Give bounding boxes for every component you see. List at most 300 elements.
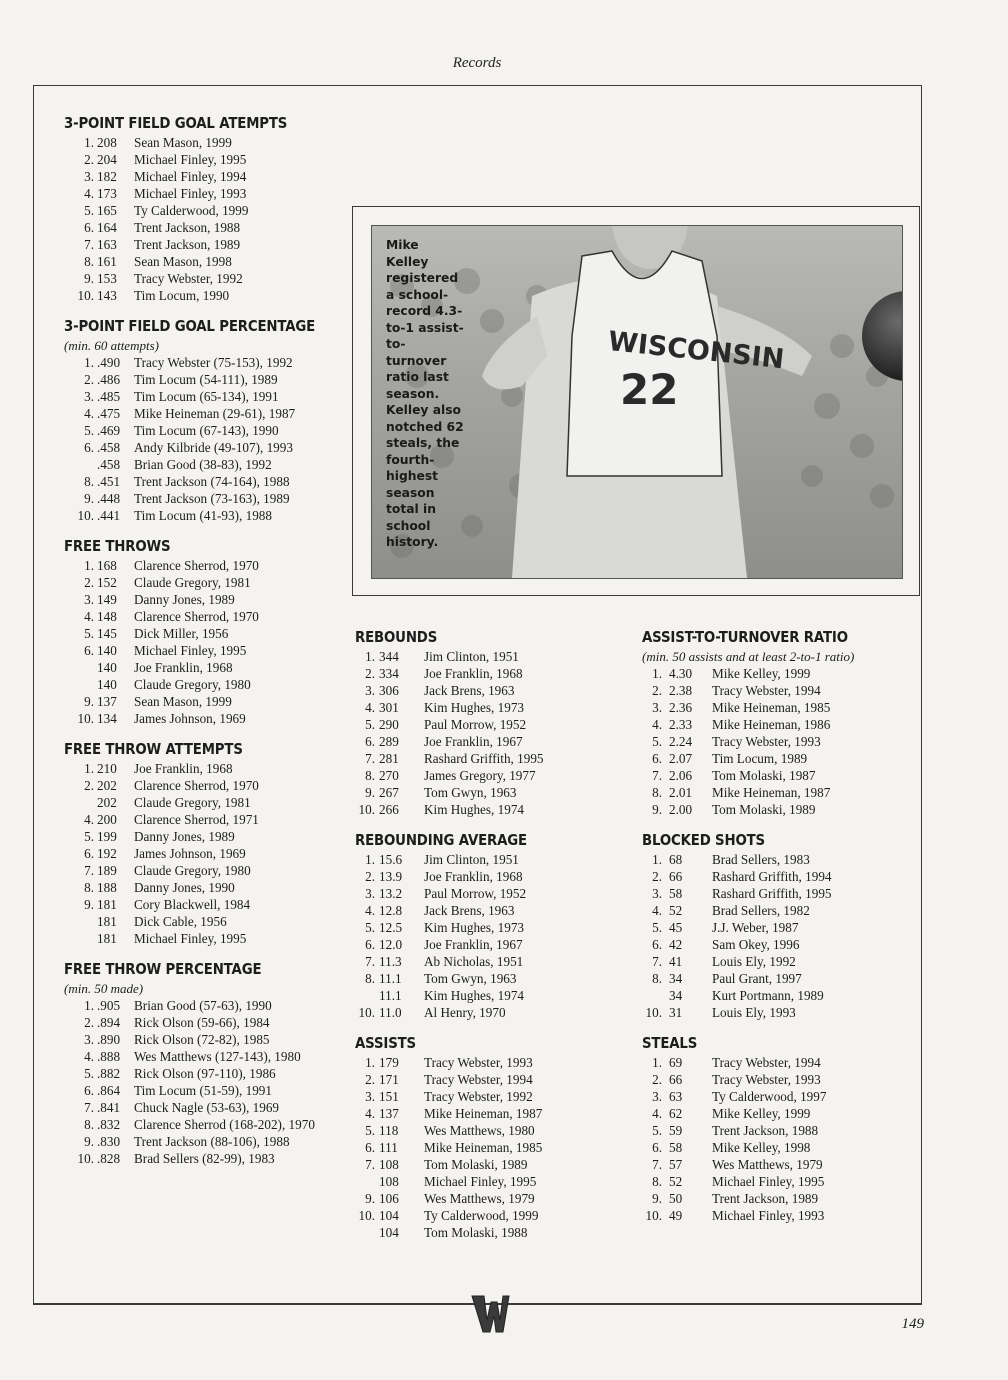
record-row [355, 953, 625, 970]
record-rank: 2. [652, 683, 662, 698]
record-holder: Chuck Nagle (53-63), 1969 [134, 1100, 280, 1115]
record-rank: 2. [365, 869, 375, 884]
record-rank: 10. [77, 711, 94, 726]
record-section-assists [355, 1033, 625, 1241]
record-holder: Dick Miller, 1956 [134, 626, 229, 641]
record-row [64, 1014, 344, 1031]
record-row [64, 168, 344, 185]
record-row [642, 953, 912, 970]
section-title: ASSISTS [355, 1034, 416, 1052]
record-row [355, 682, 625, 699]
record-rank: 2. [365, 1072, 375, 1087]
record-rank: 7. [84, 1100, 94, 1115]
record-rank: 3. [652, 700, 662, 715]
record-holder: Tom Gwyn, 1963 [424, 971, 517, 986]
record-row [642, 750, 912, 767]
record-value: 153 [97, 271, 117, 286]
record-holder: Sean Mason, 1998 [134, 254, 232, 269]
record-holder: Claude Gregory, 1980 [134, 677, 251, 692]
record-row [642, 1173, 912, 1190]
photo-caption: Mike Kelley registered a school-record 4.3-to-1 assist-to-turnover ratio last season. Kelley also notched 62 steals, the fourth-highest season total in school history. [386, 238, 464, 549]
record-holder: Clarence Sherrod, 1971 [134, 812, 259, 827]
record-rank: 4. [365, 700, 375, 715]
motion-w-logo-icon [470, 1292, 510, 1336]
record-rank: 4. [652, 1106, 662, 1121]
record-value: 58 [669, 886, 683, 901]
record-holder: Kim Hughes, 1974 [424, 988, 525, 1003]
record-row [64, 388, 344, 405]
record-holder: Joe Franklin, 1967 [424, 937, 523, 952]
record-value: .451 [97, 474, 121, 489]
record-row [64, 151, 344, 168]
record-holder: Tim Locum (54-111), 1989 [134, 372, 278, 387]
page-number: 149 [901, 1316, 924, 1332]
record-holder: Brad Sellers, 1983 [712, 852, 810, 867]
record-rank: 6. [652, 751, 662, 766]
record-row [355, 665, 625, 682]
record-rank: 8. [652, 785, 662, 800]
record-value: 34 [669, 971, 683, 986]
record-row [642, 1004, 912, 1021]
record-row [355, 885, 625, 902]
record-holder: Tracy Webster, 1992 [134, 271, 243, 286]
record-section-steals [642, 1033, 912, 1224]
record-rank: 3. [365, 1089, 375, 1104]
record-row [64, 1082, 344, 1099]
record-rank: 8. [84, 1117, 94, 1132]
record-row [64, 997, 344, 1014]
record-rank: 7. [365, 954, 375, 969]
record-rank: 9. [365, 785, 375, 800]
record-row [642, 733, 912, 750]
record-rank: 2. [365, 666, 375, 681]
record-value: 2.06 [669, 768, 693, 783]
record-holder: Wes Matthews, 1979 [712, 1157, 823, 1172]
record-holder: Rashard Griffith, 1994 [712, 869, 832, 884]
record-holder: Tim Locum (51-59), 1991 [134, 1083, 272, 1098]
record-rank: 2. [84, 575, 94, 590]
record-holder: Tim Locum (67-143), 1990 [134, 423, 279, 438]
record-row [355, 1088, 625, 1105]
record-row [355, 868, 625, 885]
record-value: 208 [97, 135, 117, 150]
record-row [64, 845, 344, 862]
record-rank: 8. [365, 971, 375, 986]
record-holder: Clarence Sherrod, 1970 [134, 778, 259, 793]
record-row [642, 665, 912, 682]
record-value: 111 [379, 1140, 398, 1155]
record-row [64, 439, 344, 456]
record-rank: 6. [365, 734, 375, 749]
record-value: 200 [97, 812, 117, 827]
record-holder: Michael Finley, 1995 [712, 1174, 825, 1189]
record-row [642, 919, 912, 936]
record-row [64, 930, 344, 947]
record-holder: Mike Kelley, 1999 [712, 1106, 811, 1121]
record-value: 306 [379, 683, 399, 698]
record-value: .841 [97, 1100, 121, 1115]
record-value: .485 [97, 389, 121, 404]
record-value: .458 [97, 440, 121, 455]
record-rank: 3. [84, 592, 94, 607]
record-holder: Mike Heineman, 1985 [424, 1140, 543, 1155]
record-rank: 5. [84, 203, 94, 218]
record-value: 301 [379, 700, 399, 715]
record-holder: Joe Franklin, 1968 [424, 666, 523, 681]
record-value: 137 [97, 694, 117, 709]
record-holder: Louis Ely, 1992 [712, 954, 796, 969]
record-rank: 10. [77, 1151, 94, 1166]
record-rank: 6. [652, 937, 662, 952]
record-row [355, 1207, 625, 1224]
record-row [64, 354, 344, 371]
record-rank: 4. [84, 609, 94, 624]
record-row [355, 716, 625, 733]
section-title: BLOCKED SHOTS [642, 831, 765, 849]
record-value: 66 [669, 1072, 683, 1087]
record-row [355, 919, 625, 936]
record-row [355, 936, 625, 953]
record-holder: Danny Jones, 1989 [134, 829, 235, 844]
record-row [64, 642, 344, 659]
record-value: 63 [669, 1089, 683, 1104]
record-value: 168 [97, 558, 117, 573]
record-value: 182 [97, 169, 117, 184]
record-holder: Tracy Webster, 1994 [424, 1072, 533, 1087]
record-row [642, 1156, 912, 1173]
record-rank: 1. [84, 761, 94, 776]
record-holder: Tom Molaski, 1987 [712, 768, 816, 783]
record-value: 165 [97, 203, 117, 218]
record-row [642, 851, 912, 868]
record-holder: James Johnson, 1969 [134, 711, 246, 726]
record-value: 281 [379, 751, 399, 766]
record-holder: Mike Heineman, 1987 [424, 1106, 543, 1121]
record-row [642, 1122, 912, 1139]
record-holder: Clarence Sherrod, 1970 [134, 609, 259, 624]
record-holder: Wes Matthews (127-143), 1980 [134, 1049, 301, 1064]
record-value: 12.0 [379, 937, 403, 952]
record-row [64, 811, 344, 828]
record-rank: 7. [652, 1157, 662, 1172]
record-holder: Tom Molaski, 1988 [424, 1225, 528, 1240]
record-holder: Tracy Webster (75-153), 1992 [134, 355, 293, 370]
record-holder: Mike Heineman, 1985 [712, 700, 831, 715]
record-row [355, 970, 625, 987]
record-rank: 7. [84, 237, 94, 252]
record-row [64, 185, 344, 202]
record-row [642, 987, 912, 1004]
record-rank: 6. [365, 937, 375, 952]
record-rank: 4. [84, 1049, 94, 1064]
record-rank: 4. [84, 406, 94, 421]
record-value: 181 [97, 914, 117, 929]
record-row [355, 1224, 625, 1241]
record-holder: Joe Franklin, 1967 [424, 734, 523, 749]
record-rank: 5. [652, 1123, 662, 1138]
record-rank: 5. [84, 829, 94, 844]
record-rank: 9. [84, 271, 94, 286]
record-holder: Michael Finley, 1995 [424, 1174, 537, 1189]
record-value: 2.07 [669, 751, 693, 766]
record-holder: Jim Clinton, 1951 [424, 649, 519, 664]
record-value: 202 [97, 778, 117, 793]
record-row [355, 750, 625, 767]
record-value: 2.01 [669, 785, 693, 800]
record-rank: 9. [652, 1191, 662, 1206]
section-title: FREE THROW PERCENTAGE [64, 960, 262, 978]
record-rank: 1. [652, 1055, 662, 1070]
record-rank: 9. [365, 1191, 375, 1206]
record-row [64, 1150, 344, 1167]
record-holder: Claude Gregory, 1981 [134, 795, 251, 810]
record-value: 13.2 [379, 886, 403, 901]
record-value: 173 [97, 186, 117, 201]
record-row [642, 1190, 912, 1207]
record-value: .832 [97, 1117, 121, 1132]
record-holder: Clarence Sherrod, 1970 [134, 558, 259, 573]
record-section-three-pt-pct [64, 316, 344, 524]
record-holder: Kim Hughes, 1973 [424, 700, 525, 715]
record-value: 140 [97, 677, 117, 692]
record-row [64, 371, 344, 388]
left-column [64, 113, 344, 1167]
record-value: 164 [97, 220, 117, 235]
record-row [642, 970, 912, 987]
record-rank: 4. [652, 717, 662, 732]
record-holder: Jack Brens, 1963 [424, 683, 515, 698]
record-value: 52 [669, 1174, 683, 1189]
record-rank: 2. [84, 1015, 94, 1030]
record-holder: Kim Hughes, 1973 [424, 920, 525, 935]
record-value: 2.33 [669, 717, 693, 732]
record-holder: Mike Kelley, 1998 [712, 1140, 811, 1155]
record-rank: 3. [84, 169, 94, 184]
record-rank: 6. [652, 1140, 662, 1155]
record-row [355, 1156, 625, 1173]
record-value: 192 [97, 846, 117, 861]
record-value: .486 [97, 372, 121, 387]
record-row [642, 784, 912, 801]
record-value: 15.6 [379, 852, 403, 867]
record-holder: Dick Cable, 1956 [134, 914, 227, 929]
record-rank: 1. [84, 998, 94, 1013]
record-rank: 3. [84, 1032, 94, 1047]
record-holder: James Johnson, 1969 [134, 846, 246, 861]
record-row [642, 885, 912, 902]
record-row [64, 490, 344, 507]
record-rank: 4. [365, 903, 375, 918]
record-holder: Louis Ely, 1993 [712, 1005, 796, 1020]
record-row [64, 1133, 344, 1150]
record-rank: 1. [365, 852, 375, 867]
record-row [642, 682, 912, 699]
record-row [355, 1105, 625, 1122]
record-row [642, 868, 912, 885]
page-header-title: Records [452, 55, 502, 71]
record-rank: 9. [84, 491, 94, 506]
record-row [64, 625, 344, 642]
record-rank: 10. [77, 508, 94, 523]
record-rank: 1. [365, 649, 375, 664]
record-value: 69 [669, 1055, 683, 1070]
record-holder: Brad Sellers, 1982 [712, 903, 810, 918]
record-row [642, 936, 912, 953]
record-rank: 5. [652, 920, 662, 935]
record-rank: 2. [652, 869, 662, 884]
record-row [355, 1071, 625, 1088]
record-value: 210 [97, 761, 117, 776]
record-row [64, 422, 344, 439]
record-section-rebound-avg [355, 830, 625, 1021]
record-rank: 10. [77, 288, 94, 303]
record-value: 12.5 [379, 920, 403, 935]
record-row [355, 1004, 625, 1021]
record-row [64, 134, 344, 151]
record-section-blocks [642, 830, 912, 1021]
record-value: 41 [669, 954, 683, 969]
record-value: 42 [669, 937, 683, 952]
record-row [355, 1190, 625, 1207]
record-rank: 8. [84, 474, 94, 489]
record-row [355, 648, 625, 665]
record-row [355, 784, 625, 801]
record-value: 289 [379, 734, 399, 749]
record-row [64, 574, 344, 591]
record-row [355, 987, 625, 1004]
record-value: 11.3 [379, 954, 402, 969]
record-value: 267 [379, 785, 399, 800]
record-holder: Trent Jackson, 1988 [134, 220, 241, 235]
record-value: 140 [97, 643, 117, 658]
record-holder: Tim Locum, 1990 [134, 288, 230, 303]
record-row [64, 828, 344, 845]
record-row [355, 767, 625, 784]
record-holder: Mike Heineman, 1987 [712, 785, 831, 800]
record-holder: Michael Finley, 1995 [134, 931, 247, 946]
record-rank: 1. [84, 558, 94, 573]
record-row [64, 507, 344, 524]
record-row [355, 699, 625, 716]
record-rank: 8. [652, 1174, 662, 1189]
record-holder: Rashard Griffith, 1995 [424, 751, 544, 766]
record-value: 50 [669, 1191, 683, 1206]
record-rank: 6. [84, 846, 94, 861]
record-holder: Tim Locum (65-134), 1991 [134, 389, 279, 404]
record-rank: 9. [652, 802, 662, 817]
record-value: 11.0 [379, 1005, 402, 1020]
record-rank: 9. [84, 1134, 94, 1149]
record-value: 11.1 [379, 971, 402, 986]
record-rank: 5. [84, 626, 94, 641]
record-holder: Tom Molaski, 1989 [424, 1157, 528, 1172]
record-holder: Joe Franklin, 1968 [134, 660, 233, 675]
record-value: 204 [97, 152, 117, 167]
record-section-three-pt-fga [64, 113, 344, 304]
record-row [642, 1071, 912, 1088]
record-value: 108 [379, 1174, 399, 1189]
record-rank: 6. [84, 220, 94, 235]
record-holder: Claude Gregory, 1980 [134, 863, 251, 878]
record-holder: Tracy Webster, 1994 [712, 683, 821, 698]
record-value: .905 [97, 998, 121, 1013]
record-rank: 2. [84, 152, 94, 167]
record-holder: Michael Finley, 1993 [134, 186, 247, 201]
record-holder: Ab Nicholas, 1951 [424, 954, 524, 969]
record-value: 134 [97, 711, 117, 726]
record-value: 270 [379, 768, 399, 783]
record-value: 11.1 [379, 988, 402, 1003]
record-holder: Mike Kelley, 1999 [712, 666, 811, 681]
section-title: STEALS [642, 1034, 698, 1052]
record-value: .890 [97, 1032, 121, 1047]
record-holder: Tom Molaski, 1989 [712, 802, 816, 817]
record-row [64, 879, 344, 896]
record-value: 4.30 [669, 666, 693, 681]
record-row [64, 270, 344, 287]
record-holder: Ty Calderwood, 1999 [134, 203, 249, 218]
record-holder: Clarence Sherrod (168-202), 1970 [134, 1117, 315, 1132]
record-rank: 10. [358, 1208, 375, 1223]
record-holder: Danny Jones, 1989 [134, 592, 235, 607]
record-rank: 5. [365, 717, 375, 732]
record-rank: 7. [365, 751, 375, 766]
record-holder: Rashard Griffith, 1995 [712, 886, 832, 901]
record-row [64, 794, 344, 811]
record-rank: 9. [84, 897, 94, 912]
record-holder: Tracy Webster, 1993 [712, 734, 821, 749]
record-holder: Tracy Webster, 1993 [424, 1055, 533, 1070]
record-holder: Trent Jackson (73-163), 1989 [134, 491, 290, 506]
record-value: .830 [97, 1134, 121, 1149]
record-value: .458 [97, 457, 121, 472]
record-holder: Joe Franklin, 1968 [134, 761, 233, 776]
record-holder: Michael Finley, 1995 [134, 152, 247, 167]
record-holder: Michael Finley, 1994 [134, 169, 247, 184]
record-rank: 5. [84, 423, 94, 438]
record-rank: 1. [365, 1055, 375, 1070]
record-row [64, 1099, 344, 1116]
record-value: 266 [379, 802, 399, 817]
record-value: 52 [669, 903, 683, 918]
record-row [64, 253, 344, 270]
record-row [64, 608, 344, 625]
record-holder: Sam Okey, 1996 [712, 937, 800, 952]
record-rank: 4. [365, 1106, 375, 1121]
record-holder: Rick Olson (59-66), 1984 [134, 1015, 270, 1030]
record-holder: Joe Franklin, 1968 [424, 869, 523, 884]
section-title: FREE THROWS [64, 537, 171, 555]
record-rank: 10. [358, 1005, 375, 1020]
record-holder: Jim Clinton, 1951 [424, 852, 519, 867]
record-value: 31 [669, 1005, 683, 1020]
record-holder: Trent Jackson (74-164), 1988 [134, 474, 290, 489]
record-row [355, 851, 625, 868]
record-value: 2.38 [669, 683, 693, 698]
record-value: 104 [379, 1208, 399, 1223]
record-row [64, 1116, 344, 1133]
record-row [64, 287, 344, 304]
record-value: 106 [379, 1191, 399, 1206]
record-row [355, 733, 625, 750]
record-rank: 2. [652, 1072, 662, 1087]
record-holder: Tim Locum (41-93), 1988 [134, 508, 272, 523]
record-rank: 4. [652, 903, 662, 918]
record-row [64, 1065, 344, 1082]
record-value: 2.24 [669, 734, 693, 749]
record-holder: Paul Morrow, 1952 [424, 886, 527, 901]
record-holder: Paul Grant, 1997 [712, 971, 802, 986]
